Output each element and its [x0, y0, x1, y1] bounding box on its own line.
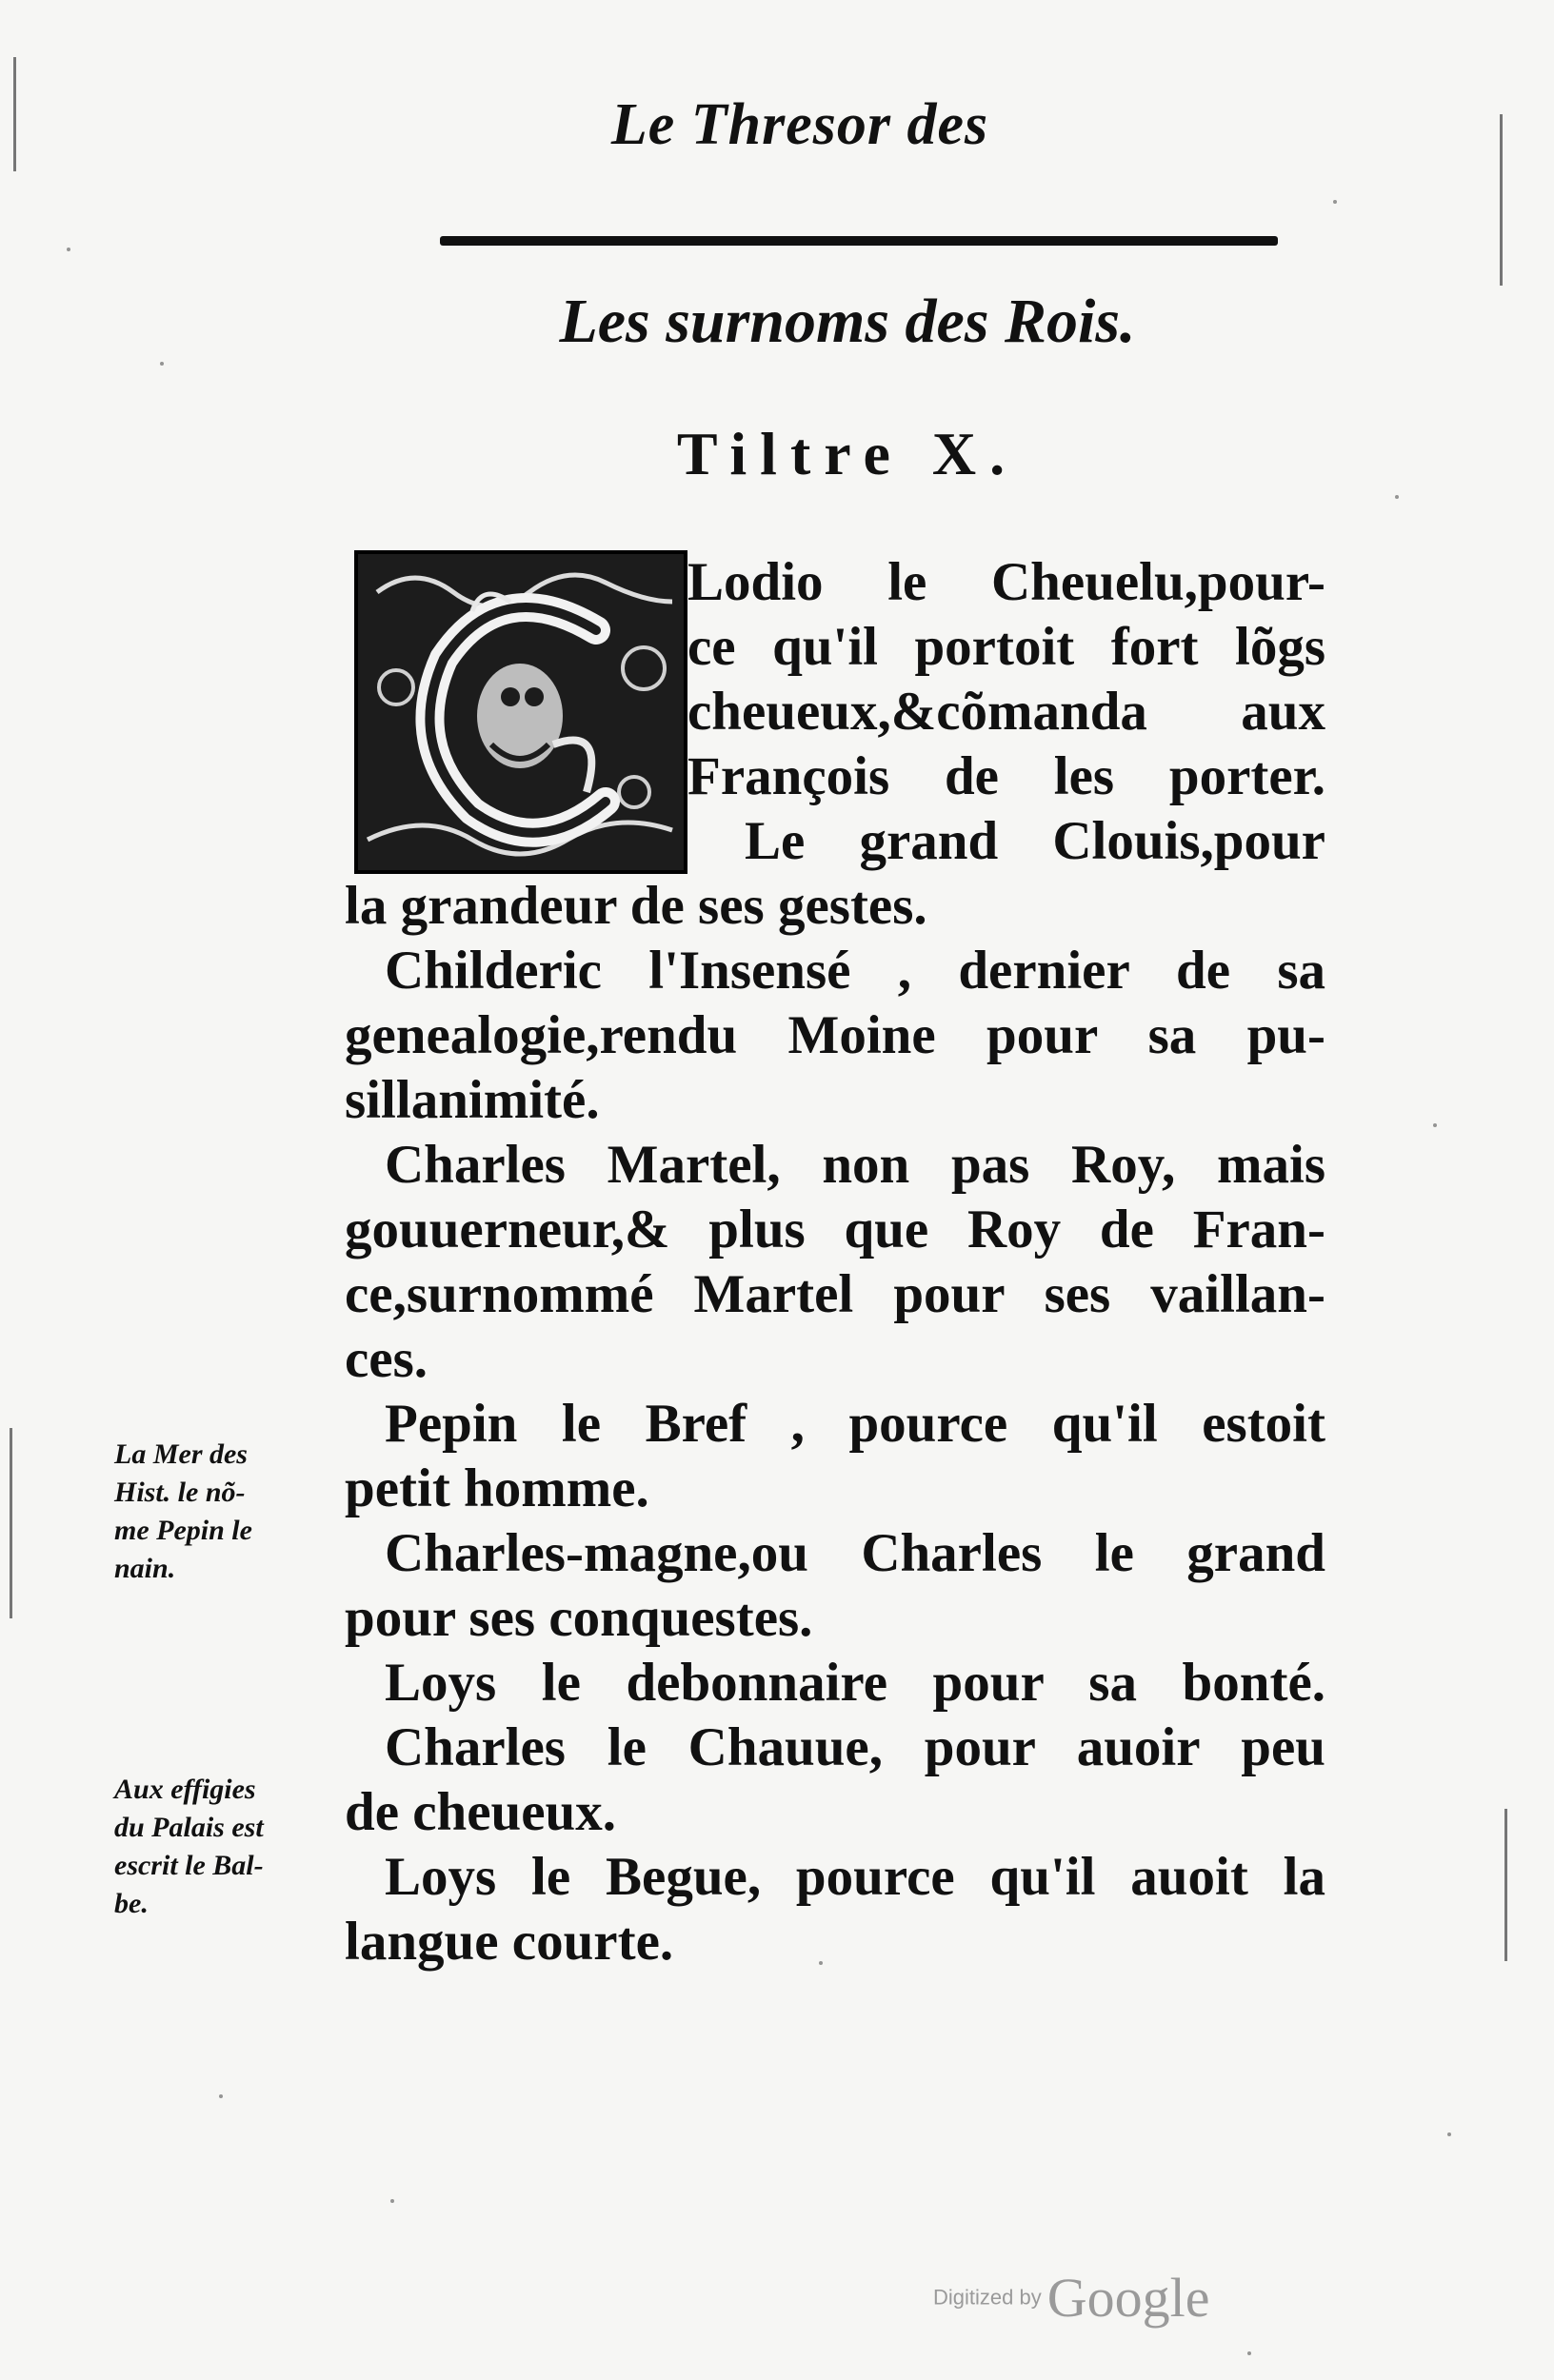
- watermark-prefix: Digitized by: [933, 2285, 1042, 2310]
- chapter-title: Les surnoms des Rois.: [559, 287, 1136, 356]
- text-line: Charles Martel, non pas Roy, mais: [385, 1135, 1325, 1195]
- body-text: [345, 550, 1325, 1974]
- text-line: Lodio le Cheuelu,pour-: [687, 552, 1325, 612]
- text-line: ces.: [345, 1329, 428, 1389]
- digitized-watermark: [933, 2266, 1257, 2330]
- scan-speckle: [390, 2199, 394, 2203]
- text-line: Childeric l'Insensé , dernier de sa: [385, 941, 1325, 1001]
- marginal-note-line: escrit le Bal-: [114, 1850, 264, 1881]
- text-line: la grandeur de ses gestes.: [345, 876, 927, 936]
- marginal-note: [114, 1771, 343, 1923]
- text-line: Loys le debonnaire pour sa bonté.: [385, 1653, 1325, 1713]
- scan-edge-mark: [10, 1428, 12, 1618]
- scan-speckle: [1433, 1123, 1437, 1127]
- google-logo: Google: [1046, 2267, 1210, 2329]
- text-line: cheueux,&cõmanda aux: [687, 682, 1325, 742]
- text-line: Le grand Clouis,pour: [745, 811, 1325, 871]
- scan-edge-mark: [1504, 1809, 1507, 1961]
- text-line: ce,surnommé Martel pour ses vaillan-: [345, 1264, 1325, 1324]
- text-line: Charles-magne,ou Charles le grand: [385, 1523, 1325, 1583]
- scan-speckle: [219, 2094, 223, 2098]
- text-line: sillanimité.: [345, 1070, 600, 1130]
- text-line: genealogie,rendu Moine pour sa pu-: [345, 1005, 1325, 1065]
- text-line: de cheueux.: [345, 1782, 616, 1842]
- marginal-note-line: nain.: [114, 1553, 176, 1584]
- chapter-number: Tiltre X.: [676, 420, 1019, 487]
- text-line: Loys le Begue, pource qu'il auoit la: [385, 1847, 1325, 1907]
- text-line: ce qu'il portoit fort lõgs: [687, 617, 1325, 677]
- marginal-note-line: La Mer des: [114, 1438, 248, 1470]
- text-line: langue courte.: [345, 1912, 674, 1972]
- text-line: François de les porter.: [687, 746, 1325, 806]
- text-line: petit homme.: [345, 1458, 649, 1518]
- marginal-note-line: me Pepin le: [114, 1515, 252, 1546]
- running-head: Le Thresor des: [610, 92, 989, 157]
- scan-speckle: [67, 248, 70, 251]
- scan-speckle: [160, 362, 164, 366]
- marginal-note-line: du Palais est: [114, 1812, 264, 1843]
- marginal-note-line: Hist. le nõ-: [114, 1477, 246, 1508]
- text-line: Charles le Chauue, pour auoir peu: [385, 1717, 1325, 1777]
- text-line: gouuerneur,& plus que Roy de Fran-: [345, 1200, 1325, 1259]
- scan-edge-mark: [13, 57, 16, 171]
- marginal-note: [114, 1436, 343, 1588]
- text-line: Pepin le Bref , pource qu'il estoit: [385, 1394, 1325, 1454]
- scan-speckle: [1333, 200, 1337, 204]
- scan-speckle: [1395, 495, 1399, 499]
- marginal-note-line: Aux effigies: [114, 1774, 256, 1805]
- scan-edge-mark: [1500, 114, 1503, 286]
- text-line: pour ses conquestes.: [345, 1588, 813, 1648]
- scan-speckle: [1447, 2132, 1451, 2136]
- marginal-note-line: be.: [114, 1888, 149, 1919]
- scan-speckle: [1247, 2351, 1251, 2355]
- header-rule: [440, 236, 1278, 246]
